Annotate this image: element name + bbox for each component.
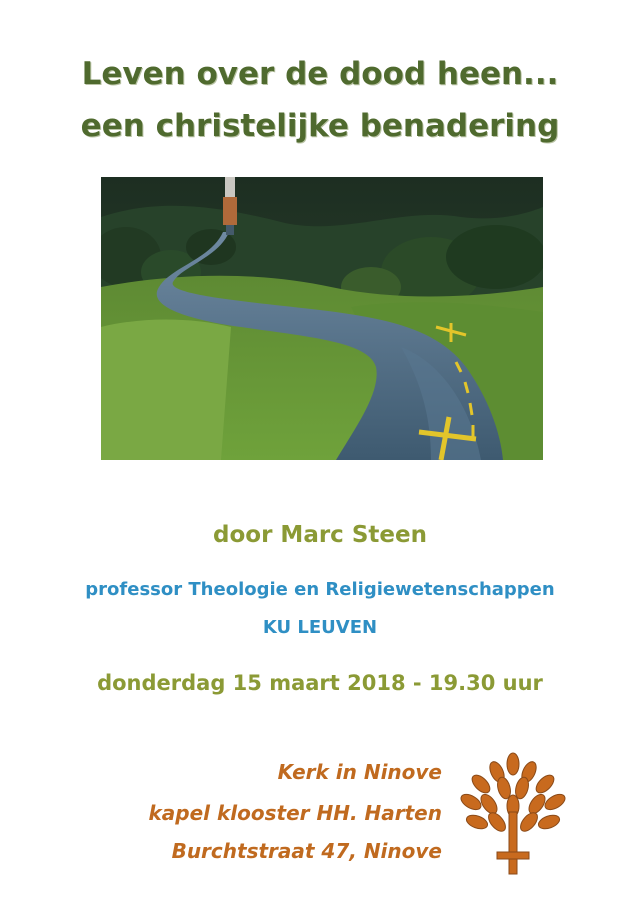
poster-title-line-1: Leven over de dood heen... — [81, 56, 559, 92]
speaker-university: KU LEUVEN — [262, 617, 378, 638]
event-date-time: donderdag 15 maart 2018 - 19.30 uur — [97, 671, 543, 695]
speaker-byline: door Marc Steen — [213, 522, 427, 548]
tree-cross-logo-icon — [459, 752, 567, 877]
poster-title-line-2: een christelijke benadering — [80, 108, 560, 144]
venue-line-1: Kerk in Ninove — [277, 760, 442, 784]
venue-line-3: Burchtstraat 47, Ninove — [171, 839, 442, 863]
speaker-affiliation: professor Theologie en Religiewetenschappen — [85, 579, 555, 600]
painted-road-illustration — [101, 177, 543, 460]
venue-line-2: kapel klooster HH. Harten — [148, 801, 442, 825]
